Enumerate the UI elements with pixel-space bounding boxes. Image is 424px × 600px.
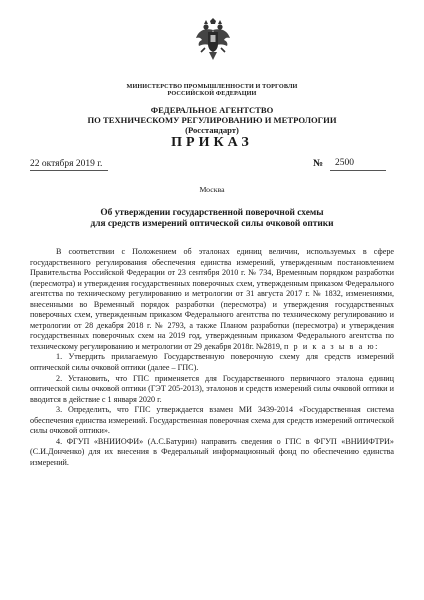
order-item-1: 1. Утвердить прилагаемую Государственную поверочную схему для средств измерений оптической силы очковой оптики (далее – ГПС). [30,352,394,373]
number-sign: № [313,158,324,169]
order-item-4: 4. ФГУП «ВНИИОФИ» (А.С.Батурин) направить сведения о ГПС в ФГУП «ВНИИФТРИ» (С.И.Донченко) для их внесения в Федеральный информационный фонд по обеспечению единства измерений. [30,436,394,467]
subject-line: Об утверждении государственной поверочной схемы [100,208,324,218]
order-number: 2500 [335,158,354,168]
city: Москва [199,185,225,194]
order-word: п р и к а з ы в а ю: [283,341,379,351]
number-underline [330,170,386,171]
order-date: 22 октября 2019 г. [30,159,103,169]
agency-line: ПО ТЕХНИЧЕСКОМУ РЕГУЛИРОВАНИЮ И МЕТРОЛОГИИ [87,115,337,126]
subject-line: для средств измерений оптической силы очковой оптики [90,219,334,230]
date-underline [30,170,108,171]
preamble-paragraph [30,247,394,352]
order-item-2: 2. Установить, что ГПС применяется для Государственного первичного эталона единиц оптической силы очковой оптики (ГЭТ 205-2013), эталонов и средств измерений силы очковой оптики и вводится в действие с 1 января 2020 г. [30,373,394,404]
order-subject [40,208,384,231]
ministry-line: РОССИЙСКОЙ ФЕДЕРАЦИИ [167,90,257,98]
order-body [30,247,394,468]
ministry-name [60,83,364,98]
double-headed-eagle-emblem-icon [195,18,231,62]
document-type-title: ПРИКАЗ [171,135,253,150]
agency-name [40,105,384,136]
order-item-3: 3. Определить, что ГПС утверждается взамен МИ 3439-2014 «Государственная система обеспечения единства измерений. Государственная поверочная схема для средств измерений оптической силы очковой оптики». [30,405,394,436]
ministry-line: МИНИСТЕРСТВО ПРОМЫШЛЕННОСТИ И ТОРГОВЛИ [126,83,298,90]
preamble-text: В соответствии с Положением об эталонах единиц величин, используемых в сфере государственного регулирования обеспечения единства измерений, утвержденным постановлением Правительства Российской Федерации от 23 сентября 2010 г. № 734, Временным порядком разработки (пересмотра) и утверждения государственных поверочных схем, утвержденным приказом Федерального агентства по техническому регулированию и метрологии от 31 августа 2017 г. № 1832, изменениями, внесенными во Временный порядок разработки (пересмотра) и утверждения государственных поверочных схем, утвержденным приказом Федерального агентства по техническому регулированию и метрологии от 28 декабря 2018 г. № 2793, а также Планом разработки (пересмотра) и утверждения государственных поверочных схем на 2019 год, утвержденным приказом Федерального агентства по техническому регулированию и метрологии от 29 декабря 2018г. №2819, [30,247,394,351]
agency-line: ФЕДЕРАЛЬНОЕ АГЕНТСТВО [150,105,274,115]
agency-short-name: (Росстандарт) [185,125,239,136]
